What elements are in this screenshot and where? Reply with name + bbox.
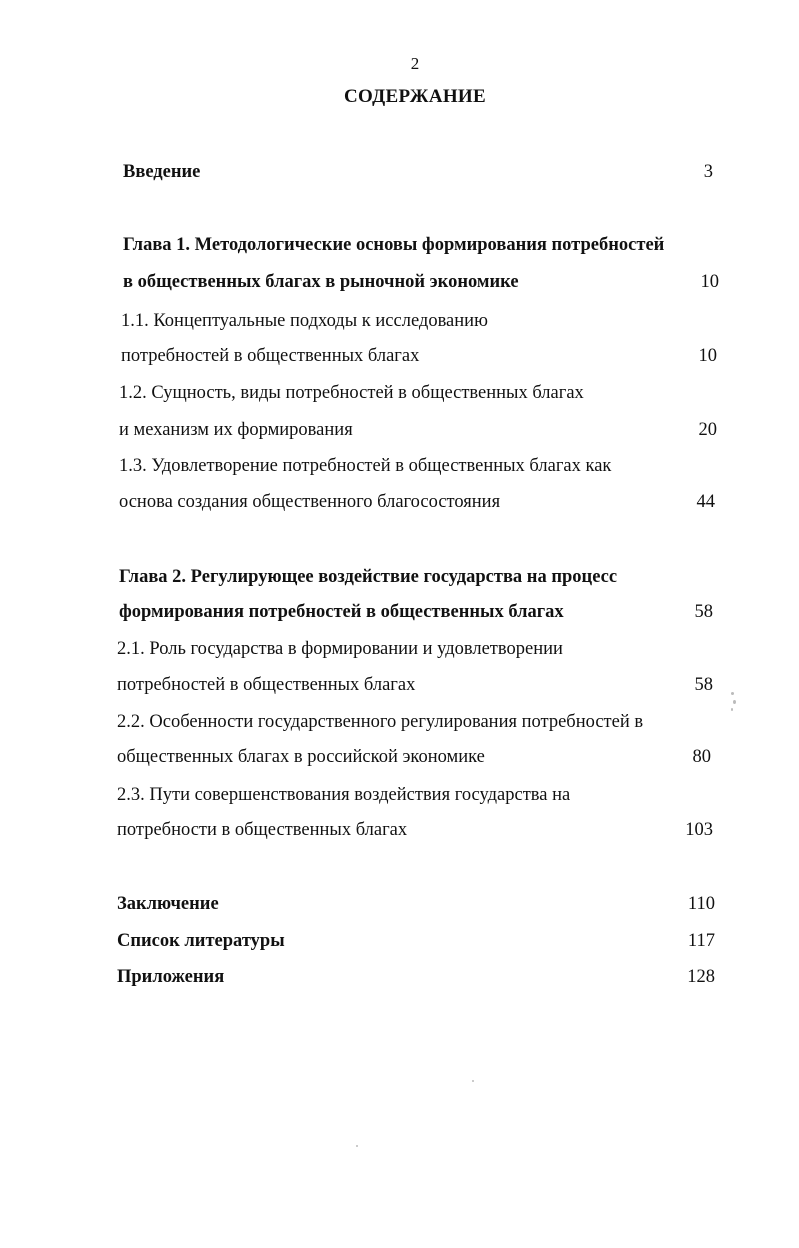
toc-section-2-2-line1: 2.2. Особенности государственного регулирования потребностей в bbox=[117, 712, 644, 732]
toc-section-2-1-line2: потребностей в общественных благах bbox=[117, 675, 416, 695]
toc-section-2-1-page: 58 bbox=[694, 675, 713, 695]
toc-chapter1-title-line2: в общественных благах в рыночной экономике bbox=[123, 272, 519, 292]
toc-section-1-3-line1: 1.3. Удовлетворение потребностей в общественных благах как bbox=[119, 456, 612, 476]
toc-section-2-3-line2: потребности в общественных благах bbox=[117, 820, 408, 840]
toc-section-1-3-line2: основа создания общественного благосостояния bbox=[119, 492, 501, 512]
toc-section-1-1-line2: потребностей в общественных благах bbox=[121, 346, 420, 366]
scan-speck bbox=[472, 1080, 474, 1082]
toc-section-2-2-line2: общественных благах в российской экономике bbox=[117, 747, 485, 767]
toc-section-2-2-page: 80 bbox=[692, 747, 711, 767]
toc-references-label: Список литературы bbox=[117, 931, 285, 951]
toc-intro-page: 3 bbox=[703, 162, 713, 182]
scan-speck bbox=[731, 708, 733, 711]
scan-speck bbox=[731, 692, 734, 695]
toc-section-2-3-page: 103 bbox=[685, 820, 713, 840]
toc-chapter2-title-line1: Глава 2. Регулирующее воздействие государства на процесс bbox=[119, 567, 618, 587]
toc-chapter2-page: 58 bbox=[694, 602, 713, 622]
toc-intro-label: Введение bbox=[123, 162, 201, 182]
toc-chapter1-page: 10 bbox=[700, 272, 719, 292]
toc-section-1-2-line1: 1.2. Сущность, виды потребностей в общественных благах bbox=[119, 383, 584, 403]
toc-section-1-2-line2: и механизм их формирования bbox=[119, 420, 353, 440]
page-number: 2 bbox=[410, 54, 420, 73]
page-title: СОДЕРЖАНИЕ bbox=[344, 86, 486, 107]
toc-section-1-2-page: 20 bbox=[698, 420, 717, 440]
toc-section-1-3-page: 44 bbox=[696, 492, 715, 512]
scan-speck bbox=[356, 1145, 358, 1147]
toc-section-2-1-line1: 2.1. Роль государства в формировании и удовлетворении bbox=[117, 639, 563, 659]
toc-conclusion-page: 110 bbox=[687, 894, 715, 914]
toc-conclusion-label: Заключение bbox=[117, 894, 219, 914]
toc-section-1-1-line1: 1.1. Концептуальные подходы к исследованию bbox=[121, 311, 488, 331]
toc-references-page: 117 bbox=[687, 931, 715, 951]
toc-appendices-page: 128 bbox=[687, 967, 715, 987]
scan-speck bbox=[733, 700, 736, 704]
toc-section-1-1-page: 10 bbox=[698, 346, 717, 366]
toc-chapter1-title-line1: Глава 1. Методологические основы формирования потребностей bbox=[123, 235, 665, 255]
toc-appendices-label: Приложения bbox=[117, 967, 225, 987]
toc-section-2-3-line1: 2.3. Пути совершенствования воздействия государства на bbox=[117, 785, 571, 805]
toc-chapter2-title-line2: формирования потребностей в общественных благах bbox=[119, 602, 564, 622]
